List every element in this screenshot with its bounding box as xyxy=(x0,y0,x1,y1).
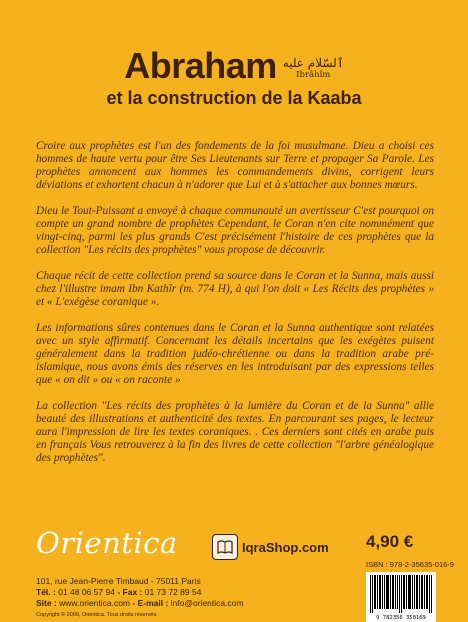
iqrashop-text: IqraShop.com xyxy=(242,539,329,555)
address-line: 101, rue Jean-Pierre Timbaud - 75011 Paris xyxy=(36,576,201,586)
arabic-name: ٱلسّلام عليه xyxy=(282,56,344,70)
fax-value: 01 73 72 89 54 xyxy=(144,587,202,597)
iqrashop-logo xyxy=(212,534,329,560)
barcode-number: 9 782356 350169 xyxy=(376,615,426,621)
orientica-logo: Orientica xyxy=(36,526,178,560)
paragraph-4: Les informations sûres contenues dans le Coran et la Sunna authentique sont relatées avec un style affirmatif. Concernant les détails incertains que les exégètes puisent généralement dans la tradition judéo-chrétienne ou dans la tradition arabe pré-islamique, nous avons émis des réserves en les introduisant par des expressions telles que « on dit » ou « on raconte » xyxy=(36,322,434,386)
book-subtitle: et la construction de la Kaaba xyxy=(106,88,362,108)
paragraph-2: Dieu le Tout-Puissant a envoyé à chaque communauté un avertisseur C'est pourquoi on compte un grand nombre de prophètes Cependant, le Coran n'en cite nommément que vingt-cinq, parmi les plus grands C'est précisément l'histoire de ces prophètes que la collection "Les récits des prophètes" vous propose de découvrir. xyxy=(36,205,434,256)
paragraph-1: Croire aux prophètes est l'un des fondements de la foi musulmane. Dieu a choisi ces hommes de haute vertu pour être Ses Lieutenants sur Terre et propager Sa Parole. Les prophètes annoncent aux hommes les commandements divins, corrigent leurs déviations et exhortent chacun à n'adorer que Lui et à s'attacher aux bonnes mœurs. xyxy=(36,140,434,191)
publisher-address xyxy=(36,576,244,609)
site-label: Site : xyxy=(36,598,57,608)
title-row xyxy=(0,45,468,86)
header xyxy=(0,45,468,109)
isbn: ISBN : 978-2-35635-016-9 xyxy=(366,560,454,569)
book-icon xyxy=(212,534,238,560)
contact-phone-line xyxy=(36,587,244,598)
fax-label: - Fax : xyxy=(117,587,143,597)
tel-label: Tél. : xyxy=(36,587,56,597)
email-label: - E-mail : xyxy=(132,598,169,608)
price: 4,90 € xyxy=(366,532,414,551)
footer xyxy=(0,520,468,622)
tel-value: 01 48 06 57 94 xyxy=(58,587,115,597)
book-title: Abraham xyxy=(124,45,277,86)
paragraph-3: Chaque récit de cette collection prend sa source dans le Coran et la Sunna, mais aussi chez l'illustre imam Ibn Kathîr (m. 774 H), à qui l'on doit « Les Récits des prophètes » et « L'exégèse coranique ». xyxy=(36,270,434,308)
contact-web-line xyxy=(36,598,244,609)
site-value: www.orientica.com xyxy=(59,598,131,608)
transliteration: Ibrâhîm xyxy=(296,70,331,80)
paragraph-5: La collection "Les récits des prophètes à la lumière du Coran et de la Sunna" allie beauté des illustrations et authenticité des textes. En parcourant ses pages, le lecteur aura l'impression de lire les textes coraniques. . Ces derniers sont cités en arabe puis en français Vous retrouverez à la fin des livres de cette collection "l'arbre généalogique des prophètes". xyxy=(36,400,434,464)
copyright: Copyright © 2009, Orientica. Tous droits réservés. xyxy=(36,612,158,618)
email-value: info@orientica.com xyxy=(170,598,244,608)
description xyxy=(36,140,434,478)
calligraphy-name xyxy=(283,56,344,80)
barcode-bars xyxy=(370,575,432,613)
barcode xyxy=(366,572,436,622)
